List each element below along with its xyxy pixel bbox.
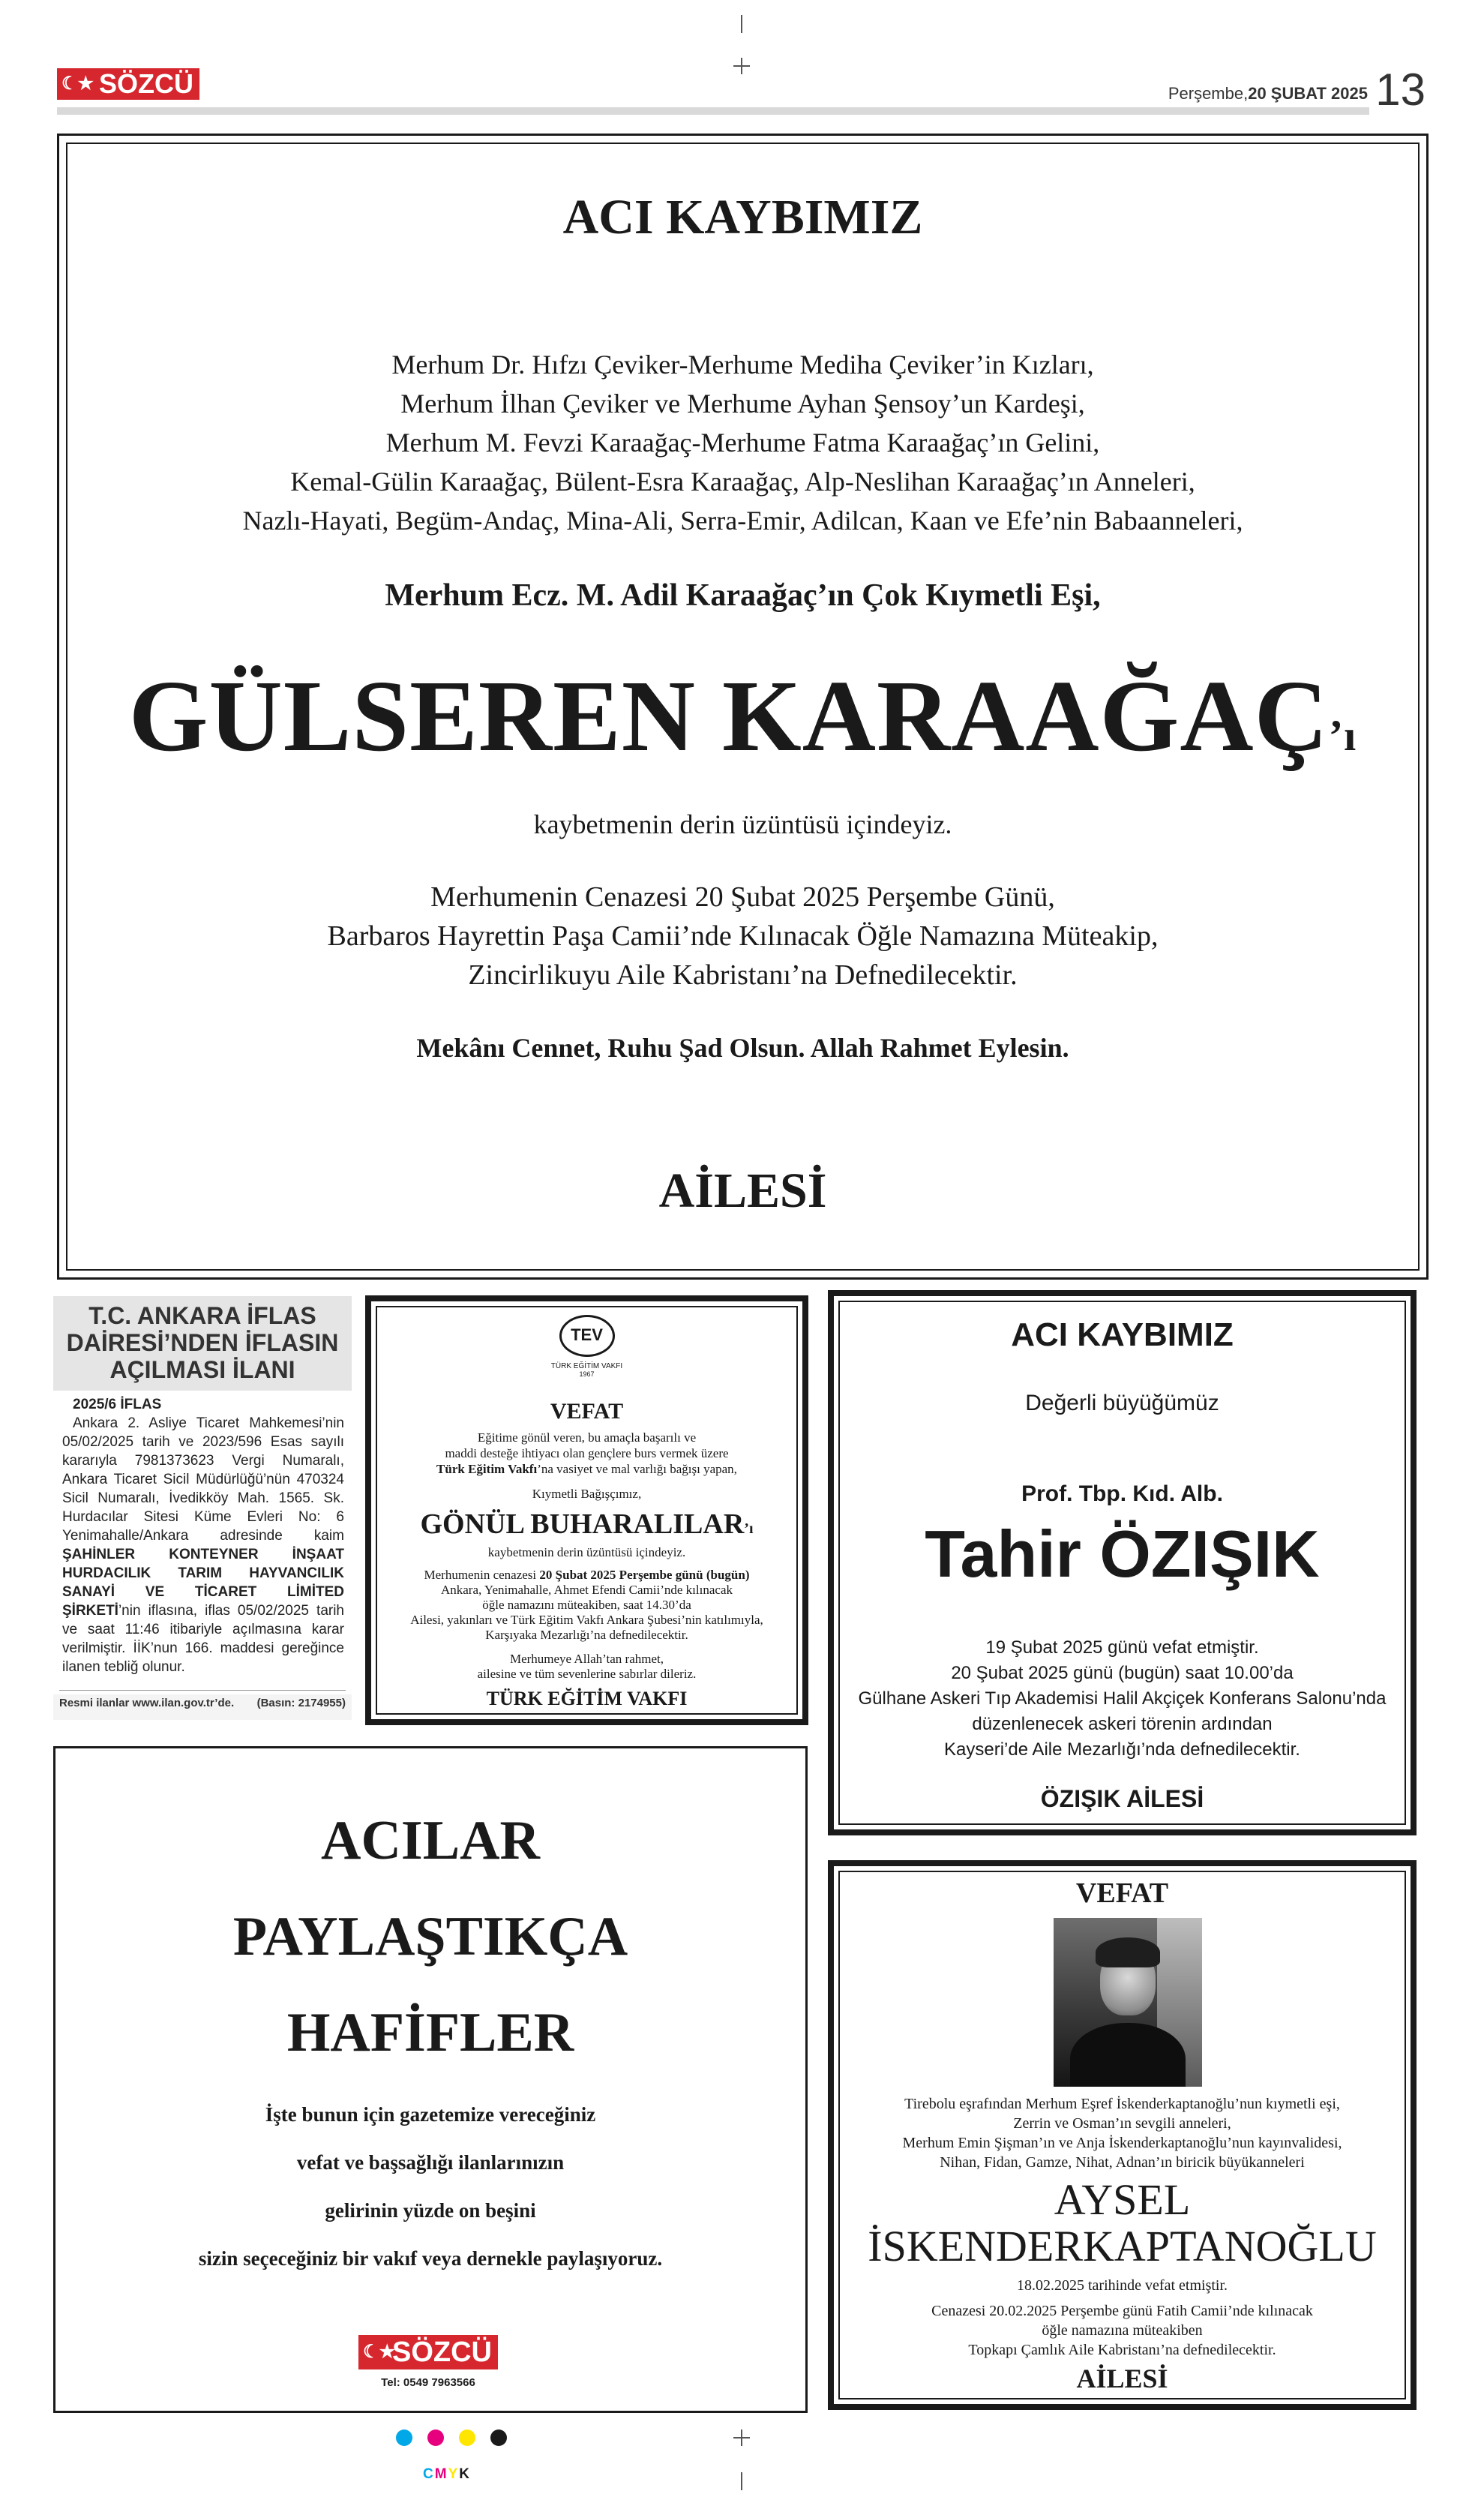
tev-funeral	[365, 1568, 808, 1643]
aysel-funeral-line: Cenazesi 20.02.2025 Perşembe günü Fatih Camii’nde kılınacak	[931, 2303, 1313, 2319]
cyan-dot	[396, 2429, 412, 2446]
deceased-name	[57, 660, 1429, 792]
ozisik-name: Tahir ÖZIŞIK	[925, 1517, 1320, 1591]
photo-body	[1070, 2023, 1186, 2087]
iflas-case-no: 2025/6 İFLAS	[73, 1397, 162, 1412]
acilar-body-line: sizin seçeceğiniz bir vakıf veya dernekle paylaşıyoruz.	[198, 2247, 663, 2270]
tev-after-name: kaybetmenin derin üzüntüsü içindeyiz.	[487, 1545, 686, 1559]
tev-intro-line: maddi desteğe ihtiyacı olan gençlere burs vermek üzere	[445, 1446, 729, 1460]
yellow-dot	[459, 2429, 475, 2446]
cmyk-letter: C	[423, 2466, 435, 2482]
tev-closing	[365, 1652, 808, 1682]
aysel-lines	[828, 2094, 1417, 2172]
tev-funeral-line	[365, 1568, 808, 1583]
registration-dots	[396, 2429, 507, 2446]
iflas-title-line: T.C. ANKARA İFLAS	[88, 1302, 316, 1329]
tev-signature: TÜRK EĞİTİM VAKFI	[486, 1688, 688, 1709]
aysel-line: Tirebolu eşrafından Merhum Eşref İskenderkaptanoğlu’nun kıymetli eşi,	[904, 2096, 1340, 2112]
acilar-title-line: ACILAR	[321, 1810, 540, 1871]
acilar-tel: Tel: 0549 7963566	[381, 2376, 475, 2389]
deceased-name-text: GÜLSEREN KARAAĞAÇ	[128, 660, 1329, 773]
acilar-body-line: İşte bunun için gazetemize vereceğiniz	[265, 2103, 596, 2126]
tev-deceased-name	[365, 1508, 808, 1541]
iflas-company: ŞAHİNLER KONTEYNER İNŞAAT HURDACILIK TARIM HAYVANCILIK SANAYİ VE TİCARET LİMİTED ŞİRKETİ	[62, 1547, 344, 1619]
acilar-body-line: gelirinin yüzde on beşini	[325, 2199, 536, 2222]
aysel-line: Nihan, Fidan, Gamze, Nihat, Adnan’ın biricik büyükanneleri	[940, 2154, 1305, 2171]
aysel-date: 18.02.2025 tarihinde vefat etmiştir.	[1016, 2277, 1228, 2294]
iflas-footer-right: (Basın: 2174955)	[256, 1697, 346, 1709]
aysel-signature: AİLESİ	[1076, 2363, 1168, 2393]
acilar-title-line: PAYLAŞTIKÇA	[232, 1906, 628, 1967]
crescent-star-icon: ☾★	[61, 74, 94, 94]
crop-mark-top-line	[741, 15, 742, 33]
iflas-text	[62, 1414, 344, 1676]
cmyk-letter: M	[434, 2466, 448, 2482]
iflas-body	[53, 1391, 352, 1694]
iflas-notice	[53, 1296, 352, 1720]
funeral-lines	[57, 878, 1429, 995]
tev-intro-bold: Türk Eğitim Vakfı	[436, 1462, 538, 1476]
deceased-name-suffix: ’ı	[1328, 711, 1357, 760]
after-name-line: kaybetmenin derin üzüntüsü içindeyiz.	[533, 809, 952, 839]
acilar-body	[53, 2090, 808, 2282]
cmyk-text	[423, 2466, 471, 2482]
tev-title: VEFAT	[550, 1399, 624, 1424]
ozisik-line: Kayseri’de Aile Mezarlığı’nda defnedilecektir.	[944, 1739, 1300, 1760]
acilar-title	[53, 1793, 808, 2081]
photo-hair	[1096, 1937, 1160, 1967]
tev-funeral-line: Ailesi, yakınları ve Türk Eğitim Vakfı Ankara Şubesi’nin katılımıyla,	[410, 1613, 763, 1627]
spouse-line: Merhum Ecz. M. Adil Karaağaç’ın Çok Kıymetli Eşi,	[385, 578, 1101, 613]
iflas-footer-left: Resmi ilanlar www.ilan.gov.tr’de.	[59, 1697, 235, 1709]
tev-name-suffix: ’ı	[744, 1520, 754, 1537]
kin-line: Nazlı-Hayati, Begüm-Andaç, Mina-Ali, Serra-Emir, Adilcan, Kaan ve Efe’nin Babaanneleri,	[242, 506, 1243, 536]
ozisik-title: ACI KAYBIMIZ	[1011, 1316, 1234, 1353]
tev-funeral-line: Ankara, Yenimahalle, Ahmet Efendi Camii’nde kılınacak	[440, 1583, 733, 1597]
acilar-logo-text: SÖZCÜ	[392, 2336, 492, 2368]
tev-funeral-line: öğle namazını müteakiben, saat 14.30’da	[482, 1598, 691, 1612]
magenta-dot	[427, 2429, 444, 2446]
aysel-title: VEFAT	[1075, 1877, 1169, 1909]
iflas-text-before: Ankara 2. Asliye Ticaret Mahkemesi’nin 05/02/2025 tarih ve 2023/596 Esas sayılı kararıyla 7981373623 Vergi Numaralı, Ankara Ticaret Sicil Müdürlüğü’nün 470324 Sicil Numaralı, İvedikköy Mah. 1565. Sk. Hurdacılar Sitesi Küme Evleri No: 6 Yenimahalle/Ankara adresinde kaim	[62, 1415, 344, 1544]
crop-mark-bottom-plus-v	[741, 2429, 742, 2446]
prayer-line: Mekânı Cennet, Ruhu Şad Olsun. Allah Rahmet Eylesin.	[416, 1033, 1069, 1063]
aysel-funeral	[828, 2301, 1417, 2360]
iflas-text-after: ’nin iflasına, iflas 05/02/2025 tarih ve saat 11:46 itibariyle açılmasına karar verilmiştir. İİK’nun 166. maddesi gereğince ilanen tebliğ olunur.	[62, 1603, 344, 1675]
tev-logo-text: TEV	[571, 1325, 603, 1344]
acilar-sozcu-logo	[358, 2335, 498, 2369]
ozisik-line: Gülhane Askeri Tıp Akademisi Halil Akçiçek Konferans Salonu’nda	[858, 1688, 1387, 1709]
ozisik-signature: ÖZIŞIK AİLESİ	[1040, 1785, 1204, 1812]
tev-funeral-date: 20 Şubat 2025 Perşembe günü (bugün)	[539, 1568, 750, 1582]
tev-logo-caption: TÜRK EĞİTİM VAKFI	[550, 1362, 623, 1370]
aysel-photo	[1054, 1918, 1202, 2087]
tev-closing-line: Merhumeye Allah’tan rahmet,	[509, 1652, 664, 1666]
main-notice-signature: AİLESİ	[658, 1163, 827, 1218]
ozisik-line: 19 Şubat 2025 günü vefat etmiştir.	[985, 1637, 1259, 1658]
iflas-title-line: DAİRESİ’NDEN İFLASIN	[66, 1329, 339, 1356]
kin-line: Kemal-Gülin Karaağaç, Bülent-Esra Karaağaç, Alp-Neslihan Karaağaç’ın Anneleri,	[290, 467, 1195, 497]
cmyk-letter: Y	[448, 2466, 460, 2482]
crescent-star-icon: ☾★	[363, 2342, 396, 2362]
tev-intro-line: Eğitime gönül veren, bu amaçla başarılı ve	[477, 1430, 697, 1445]
tev-closing-line: ailesine ve tüm sevenlerine sabırlar dileriz.	[477, 1667, 697, 1681]
ozisik-line: 20 Şubat 2025 günü (bugün) saat 10.00’da	[951, 1663, 1294, 1683]
iflas-title	[53, 1296, 352, 1391]
acilar-body-line: vefat ve başsağlığı ilanlarınızın	[296, 2151, 565, 2174]
tev-intro-line	[365, 1461, 808, 1477]
aysel-name	[828, 2177, 1417, 2270]
iflas-footer	[59, 1690, 346, 1709]
tev-funeral-line: Karşıyaka Mezarlığı’na defnedilecektir.	[485, 1628, 688, 1642]
aysel-name-line: AYSEL	[1054, 2175, 1191, 2224]
kin-line: Merhum M. Fevzi Karaağaç-Merhume Fatma Karaağaç’ın Gelini,	[385, 428, 1100, 458]
ozisik-lines	[828, 1635, 1417, 1763]
aysel-line: Zerrin ve Osman’ın sevgili anneleri,	[1013, 2115, 1231, 2132]
funeral-line: Zincirlikuyu Aile Kabristanı’na Defnedilecektir.	[468, 959, 1018, 991]
tev-kiymetli: Kıymetli Bağışçımız,	[532, 1487, 642, 1501]
tev-logo-year: 1967	[579, 1370, 595, 1378]
tev-funeral-prefix: Merhumenin cenazesi	[424, 1568, 540, 1582]
date-day: Perşembe,	[1168, 84, 1249, 103]
crop-mark-bottom-line	[741, 2472, 742, 2490]
cmyk-label	[423, 2466, 471, 2483]
tev-logo	[365, 1315, 808, 1378]
tev-logo-badge	[559, 1315, 615, 1357]
page-date	[1168, 84, 1368, 104]
header-rule	[57, 107, 1369, 115]
aysel-funeral-line: Topkapı Çamlık Aile Kabristanı’na defnedilecektir.	[968, 2342, 1276, 2358]
aysel-line: Merhum Emin Şişman’ın ve Anja İskenderkaptanoğlu’nun kayınvalidesi,	[902, 2135, 1342, 2151]
black-dot	[490, 2429, 507, 2446]
funeral-line: Barbaros Hayrettin Paşa Camii’nde Kılınacak Öğle Namazına Müteakip,	[327, 920, 1159, 952]
tev-name-text: GÖNÜL BUHARALILAR	[420, 1508, 745, 1540]
funeral-line: Merhumenin Cenazesi 20 Şubat 2025 Perşembe Günü,	[430, 881, 1055, 913]
ozisik-rank: Prof. Tbp. Kıd. Alb.	[1021, 1481, 1223, 1506]
sozcu-logo	[57, 68, 199, 100]
crop-mark-top-plus-v	[741, 58, 742, 74]
cmyk-letter: K	[459, 2466, 471, 2482]
ozisik-subtitle: Değerli büyüğümüz	[1025, 1391, 1219, 1415]
aysel-funeral-line: öğle namazına müteakiben	[1042, 2322, 1203, 2339]
tev-intro	[365, 1430, 808, 1477]
ozisik-line: düzenlenecek askeri törenin ardından	[972, 1714, 1273, 1734]
logo-text: SÖZCÜ	[99, 68, 193, 99]
kin-line: Merhum Dr. Hıfzı Çeviker-Merhume Mediha Çeviker’in Kızları,	[391, 350, 1094, 380]
aysel-name-line: İSKENDERKAPTANOĞLU	[868, 2222, 1377, 2270]
date-full: 20 ŞUBAT 2025	[1248, 84, 1368, 103]
page-number: 13	[1375, 65, 1426, 115]
tev-intro-rest: ’na vasiyet ve mal varlığı bağışı yapan,	[537, 1462, 737, 1476]
iflas-title-line: AÇILMASI İLANI	[109, 1356, 295, 1383]
main-notice-lines	[57, 345, 1429, 540]
acilar-title-line: HAFİFLER	[286, 2002, 574, 2063]
main-notice-title: ACI KAYBIMIZ	[562, 190, 923, 245]
kin-line: Merhum İlhan Çeviker ve Merhume Ayhan Şensoy’un Kardeşi,	[400, 389, 1085, 419]
